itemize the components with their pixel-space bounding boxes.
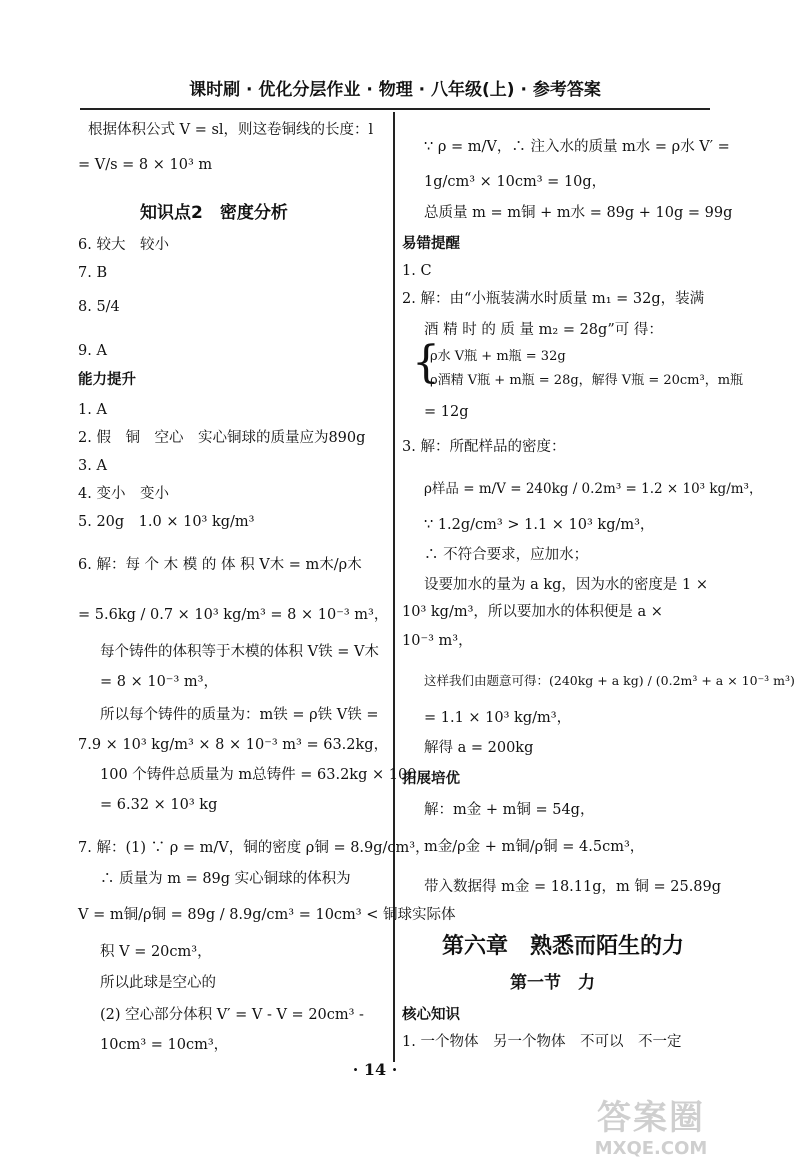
formula-line: m金/ρ金 + m铜/ρ铜 = 4.5cm³， <box>424 839 645 855</box>
watermark-url: MXQE.COM <box>594 1138 708 1159</box>
answer-line: 7. 解：(1) ∵ ρ = m/V，铜的密度 ρ铜 = 8.9g/cm³， <box>78 840 430 856</box>
subsection-title: 拓展培优 <box>402 771 460 787</box>
formula-line: = 6.32 × 10³ kg <box>100 797 218 813</box>
answer-line: 8. 5/4 <box>78 299 120 315</box>
formula-line: 7.9 × 10³ kg/m³ × 8 × 10⁻³ m³ = 63.2kg， <box>78 737 389 753</box>
answer-line: 7. B <box>78 265 108 281</box>
text-line: 100 个铸件总质量为 m总铸件 = 63.2kg × 100 <box>100 767 417 783</box>
section-title: 知识点2 密度分析 <box>140 203 288 223</box>
text-line: 所以此球是空心的 <box>100 975 216 991</box>
formula-line: = 8 × 10⁻³ m³， <box>100 674 218 690</box>
subsection-title: 能力提升 <box>78 372 136 388</box>
answer-line: 1. C <box>402 263 432 279</box>
answer-line: 1. A <box>78 402 107 418</box>
formula-line: = 1.1 × 10³ kg/m³， <box>424 710 572 726</box>
formula-line: 总质量 m = m铜 + m水 = 89g + 10g = 99g <box>424 205 733 221</box>
section-title: 第一节 力 <box>510 973 595 993</box>
subsection-title: 核心知识 <box>402 1007 460 1023</box>
equation-line: ρ酒精 V瓶 + m瓶 = 28g，解得 V瓶 = 20cm³，m瓶 <box>430 373 744 388</box>
text-line: (2) 空心部分体积 V′ = V - V = 20cm³ - <box>100 1007 364 1023</box>
formula-line: = 5.6kg / 0.7 × 10³ kg/m³ = 8 × 10⁻³ m³， <box>78 607 389 623</box>
formula-line: V = m铜/ρ铜 = 89g / 8.9g/cm³ = 10cm³ < 铜球实际体 <box>78 907 456 923</box>
text-line: ∴ 不符合要求，应加水； <box>424 547 589 563</box>
answer-line: 2. 假 铜 空心 实心铜球的质量应为890g <box>78 430 366 446</box>
brace-symbol: { <box>412 337 440 388</box>
formula-line: 解：m金 + m铜 = 54g， <box>424 802 595 818</box>
formula-line: 10⁻³ m³， <box>402 633 473 649</box>
answer-line: 6. 解：每 个 木 模 的 体 积 V木 = m木/ρ木 <box>78 557 362 573</box>
text-line: 酒 精 时 的 质 量 m₂ = 28g”可 得： <box>424 322 663 338</box>
formula-line: ∵ 1.2g/cm³ > 1.1 × 10³ kg/m³， <box>424 517 655 533</box>
formula-line: = V/s = 8 × 10³ m <box>78 157 213 173</box>
formula-line: ρ样品 = m/V = 240kg / 0.2m³ = 1.2 × 10³ kg/m³， <box>424 481 763 497</box>
chapter-title: 第六章 熟悉而陌生的力 <box>442 934 685 959</box>
text-line: 每个铸件的体积等于木模的体积 V铁 = V木 <box>100 644 379 660</box>
text-line: 10³ kg/m³，所以要加水的体积便是 a × <box>402 604 663 620</box>
answer-line: 4. 变小 变小 <box>78 486 169 502</box>
formula-line: 解得 a = 200kg <box>424 740 534 756</box>
answer-line: 2. 解：由“小瓶装满水时质量 m₁ = 32g，装满 <box>402 291 705 307</box>
formula-line: = 12g <box>424 404 469 420</box>
formula-line: ∵ ρ = m/V，∴ 注入水的质量 m水 = ρ水 V′ = <box>424 139 730 155</box>
text-line: 积 V = 20cm³， <box>100 944 212 960</box>
text-line: 设要加水的量为 a kg，因为水的密度是 1 × <box>424 577 709 593</box>
answer-line: 5. 20g 1.0 × 10³ kg/m³ <box>78 514 255 530</box>
page-header: 课时刷 · 优化分层作业 · 物理 · 八年级(上) · 参考答案 <box>80 72 710 110</box>
text-line: 所以每个铸件的质量为：m铁 = ρ铁 V铁 = <box>100 707 379 723</box>
answer-line: 1. 一个物体 另一个物体 不可以 不一定 <box>402 1034 682 1050</box>
page-number: · 14 · <box>352 1060 398 1079</box>
answer-line: 9. A <box>78 343 107 359</box>
formula-line: 1g/cm³ × 10cm³ = 10g， <box>424 174 607 190</box>
equation-line: ρ水 V瓶 + m瓶 = 32g <box>430 349 566 364</box>
answer-line: 6. 较大 较小 <box>78 237 169 253</box>
formula-line: 这样我们由题意可得：(240kg + a kg) / (0.2m³ + a × 10⁻³ m³) <box>424 673 795 688</box>
formula-line: 10cm³ = 10cm³， <box>100 1037 229 1053</box>
answer-line: 3. 解：所配样品的密度： <box>402 439 566 455</box>
subsection-title: 易错提醒 <box>402 236 460 252</box>
text-line: 根据体积公式 V = sl，则这卷铜线的长度：l <box>88 122 374 138</box>
watermark-logo <box>566 1098 736 1164</box>
watermark-text: 答案圈 <box>597 1098 705 1138</box>
answer-line: 3. A <box>78 458 107 474</box>
text-line: ∴ 质量为 m = 89g 实心铜球的体积为 <box>100 871 351 887</box>
formula-line: 带入数据得 m金 = 18.11g，m 铜 = 25.89g <box>424 879 722 895</box>
